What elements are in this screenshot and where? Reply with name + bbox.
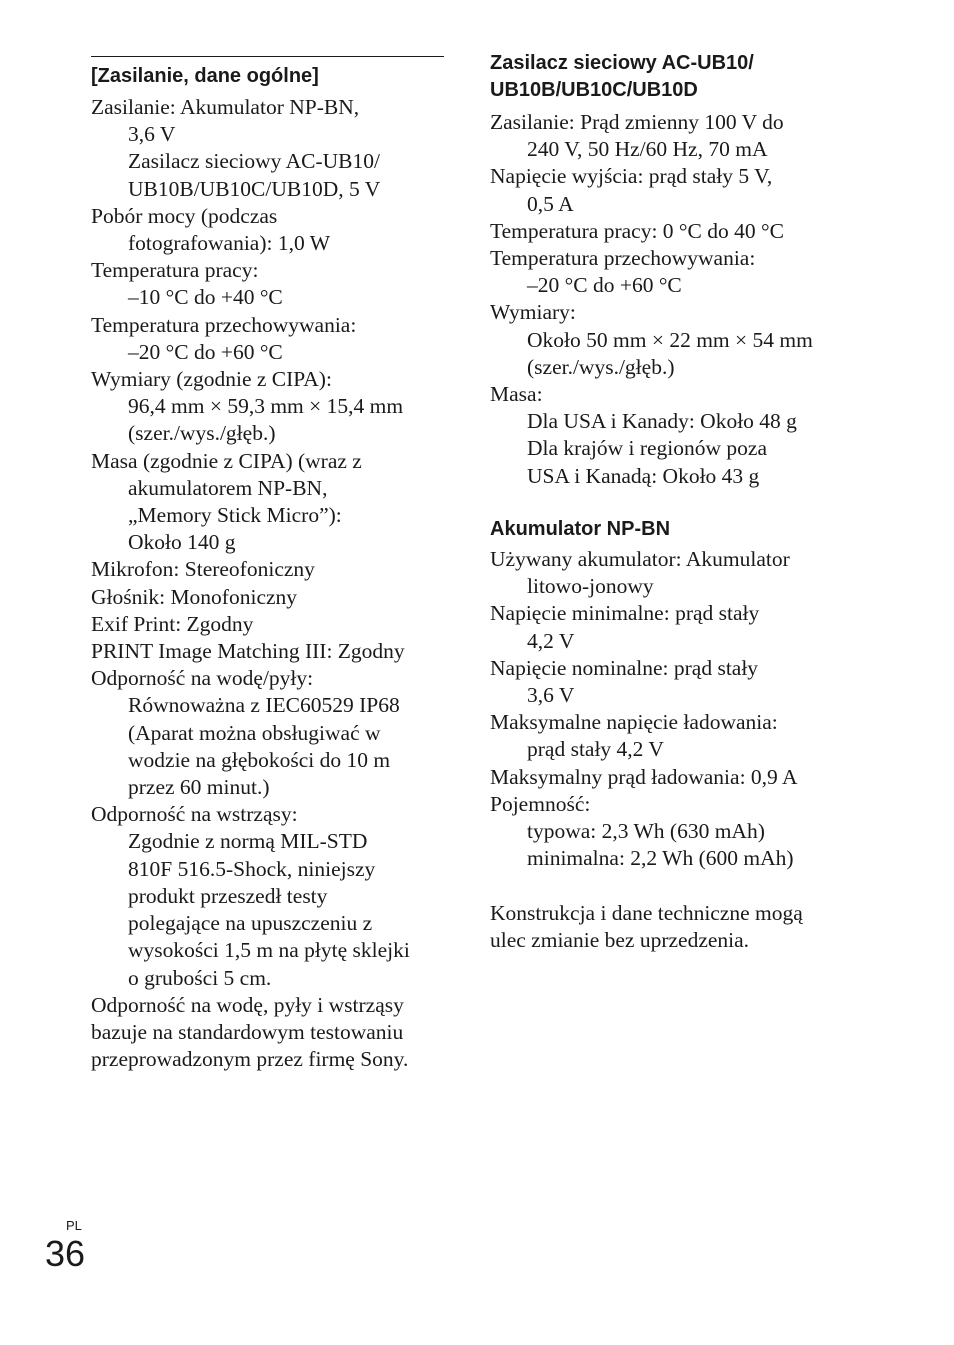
spec-continuation-line: litowo-jonowy: [527, 574, 654, 599]
spec-continuation-line: 3,6 V: [527, 683, 575, 708]
notice-line: Konstrukcja i dane techniczne mogą: [490, 901, 803, 925]
spec-continuation-line: Około 50 mm × 22 mm × 54 mm: [527, 327, 813, 352]
adapter-section-heading: [490, 50, 754, 104]
spec-continuation-line: 810F 516.5-Shock, niniejszy: [128, 856, 376, 881]
spec-line: Napięcie nominalne: prąd stały: [490, 655, 759, 680]
spec-line: Wymiary (zgodnie z CIPA):: [91, 367, 332, 392]
spec-continuation-line: wodzie na głębokości do 10 m: [128, 747, 391, 772]
spec-line: Odporność na wodę/pyły:: [91, 666, 314, 691]
top-rule: [91, 56, 444, 57]
page-number: 36: [45, 1233, 86, 1274]
spec-line: Maksymalne napięcie ładowania:: [490, 710, 778, 735]
general-section-heading: [Zasilanie, dane ogólne]: [91, 65, 319, 87]
spec-continuation-line: Równoważna z IEC60529 IP68: [128, 693, 400, 718]
spec-line: Masa:: [490, 382, 543, 407]
spec-line: Temperatura przechowywania:: [91, 312, 357, 337]
spec-continuation-line: Zasilacz sieciowy AC-UB10/: [128, 149, 380, 174]
spec-continuation-line: Dla krajów i regionów poza: [527, 436, 768, 461]
spec-continuation-line: –20 °C do +60 °C: [128, 339, 283, 364]
spec-line: Exif Print: Zgodny: [91, 611, 254, 636]
spec-line: Temperatura pracy:: [91, 258, 259, 283]
text-line: bazuje na standardowym testowaniu: [91, 1019, 404, 1044]
spec-continuation-line: Dla USA i Kanady: Około 48 g: [527, 409, 797, 434]
spec-continuation-line: 3,6 V: [128, 122, 176, 147]
spec-line: Wymiary:: [490, 300, 576, 325]
spec-continuation-line: 4,2 V: [527, 628, 575, 653]
spec-continuation-line: o grubości 5 cm.: [128, 965, 272, 990]
text-line: przeprowadzonym przez firmę Sony.: [91, 1047, 409, 1072]
spec-line: Odporność na wstrząsy:: [91, 802, 298, 827]
adapter-heading-line: UB10B/UB10C/UB10D: [490, 79, 698, 101]
spec-line: Maksymalny prąd ładowania: 0,9 A: [490, 764, 798, 789]
spec-continuation-line: (Aparat można obsługiwać w: [128, 720, 381, 745]
spec-line: Napięcie wyjścia: prąd stały 5 V,: [490, 164, 773, 189]
spec-continuation-line: 0,5 A: [527, 191, 574, 216]
notice-line: ulec zmianie bez uprzedzenia.: [490, 928, 750, 953]
spec-line: Zasilanie: Akumulator NP-BN,: [91, 95, 360, 119]
spec-continuation-line: minimalna: 2,2 Wh (600 mAh): [527, 846, 794, 871]
spec-continuation-line: UB10B/UB10C/UB10D, 5 V: [128, 176, 381, 201]
spec-continuation-line: „Memory Stick Micro”):: [128, 503, 342, 528]
spec-continuation-line: wysokości 1,5 m na płytę sklejki: [128, 938, 410, 963]
battery-section-heading: Akumulator NP-BN: [490, 518, 671, 540]
spec-line: Masa (zgodnie z CIPA) (wraz z: [91, 448, 362, 473]
spec-continuation-line: 240 V, 50 Hz/60 Hz, 70 mA: [527, 137, 768, 162]
spec-continuation-line: przez 60 minut.): [128, 775, 270, 800]
spec-line: Używany akumulator: Akumulator: [490, 547, 790, 571]
spec-line: Pojemność:: [490, 791, 591, 816]
spec-line: Temperatura pracy: 0 °C do 40 °C: [490, 218, 784, 243]
spec-continuation-line: typowa: 2,3 Wh (630 mAh): [527, 819, 765, 844]
spec-line: Napięcie minimalne: prąd stały: [490, 601, 760, 626]
spec-line: Głośnik: Monofoniczny: [91, 584, 298, 609]
spec-continuation-line: Zgodnie z normą MIL-STD: [128, 829, 368, 854]
language-code: PL: [66, 1218, 82, 1233]
spec-continuation-line: (szer./wys./głęb.): [128, 421, 276, 446]
spec-continuation-line: 96,4 mm × 59,3 mm × 15,4 mm: [128, 394, 404, 419]
general-specs-list: [91, 94, 453, 1073]
spec-line: Pobór mocy (podczas: [91, 203, 278, 228]
spec-continuation-line: –10 °C do +40 °C: [128, 285, 283, 310]
spec-continuation-line: Około 140 g: [128, 530, 236, 555]
adapter-specs-list: [490, 109, 860, 490]
spec-line: PRINT Image Matching III: Zgodny: [91, 639, 405, 664]
battery-specs-list: [490, 546, 860, 872]
adapter-heading-line: Zasilacz sieciowy AC-UB10/: [490, 52, 754, 74]
spec-continuation-line: polegające na upuszczeniu z: [128, 911, 373, 936]
spec-line: Mikrofon: Stereofoniczny: [91, 557, 315, 582]
spec-continuation-line: –20 °C do +60 °C: [527, 273, 682, 298]
spec-continuation-line: akumulatorem NP-BN,: [128, 475, 328, 500]
spec-continuation-line: fotografowania): 1,0 W: [128, 231, 330, 256]
spec-line: Temperatura przechowywania:: [490, 246, 756, 271]
spec-continuation-line: (szer./wys./głęb.): [527, 354, 675, 379]
text-line: Odporność na wodę, pyły i wstrząsy: [91, 992, 404, 1017]
spec-continuation-line: USA i Kanadą: Około 43 g: [527, 463, 760, 488]
spec-line: Zasilanie: Prąd zmienny 100 V do: [490, 110, 784, 134]
spec-continuation-line: produkt przeszedł testy: [128, 883, 328, 908]
spec-continuation-line: prąd stały 4,2 V: [527, 737, 664, 762]
spec-change-notice: [490, 900, 860, 954]
